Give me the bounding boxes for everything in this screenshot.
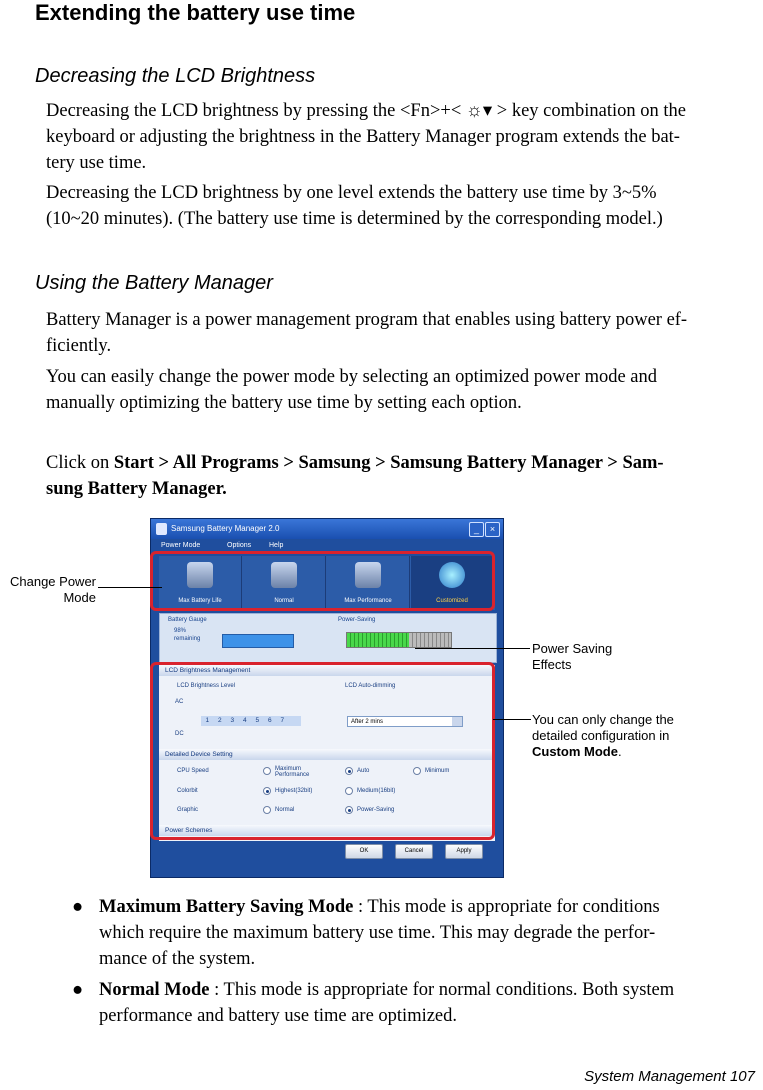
bullet-term: Normal Mode xyxy=(99,980,210,1000)
callout-custom-mode xyxy=(532,712,674,760)
mode-label: Normal xyxy=(274,598,294,604)
cpu-min-label: Minimum xyxy=(425,768,450,774)
lcd-paragraph-2 xyxy=(46,180,758,232)
bm-paragraph-2 xyxy=(46,364,758,416)
power-saving-bar xyxy=(346,632,452,648)
ac-label: AC xyxy=(175,699,184,705)
auto-dimming-value: After 2 mins xyxy=(351,719,384,725)
minimize-button[interactable]: _ xyxy=(469,522,484,537)
highlight-custom-settings xyxy=(150,662,495,840)
menu-path: Start > All Programs > Samsung > Samsung Battery Manager > Sam- xyxy=(113,453,664,473)
cpu-max-label: Maximum Performance xyxy=(275,766,310,778)
callout-power-saving-effects xyxy=(532,641,612,673)
level-6[interactable]: 6 xyxy=(267,717,272,724)
menu-help[interactable]: Help xyxy=(269,542,284,549)
lcd-section-header: LCD Brightness Management xyxy=(159,665,495,676)
bullet-text xyxy=(72,977,752,1003)
page-heading: Extending the battery use time xyxy=(35,0,356,25)
text-line: tery use time. xyxy=(46,153,147,173)
auto-dimming-label: LCD Auto-dimming xyxy=(345,683,396,689)
battery-remaining: remaining xyxy=(174,636,201,642)
close-button[interactable]: × xyxy=(485,522,500,537)
window-titlebar xyxy=(151,519,503,539)
colorbit-32-label: Highest(32bit) xyxy=(275,788,313,794)
lcd-paragraph-1 xyxy=(46,98,758,176)
bullet-term: Maximum Battery Saving Mode xyxy=(99,897,354,917)
cpu-speed-label: CPU Speed xyxy=(177,768,209,774)
page-footer: System Management 107 xyxy=(584,1068,755,1085)
app-icon xyxy=(156,523,167,535)
bullet-line: performance and battery use time are optimized. xyxy=(99,1006,458,1026)
callout-line: Effects xyxy=(532,657,572,672)
battery-level-bar xyxy=(222,634,294,648)
text-line: You can easily change the power mode by selecting an optimized power mode and xyxy=(46,367,658,387)
text-line: Battery Manager is a power management program that enables using battery power ef- xyxy=(46,310,688,330)
power-schemes-header[interactable]: Power Schemes xyxy=(159,825,495,836)
callout-bold: Custom Mode xyxy=(532,744,618,759)
level-1[interactable]: 1 xyxy=(205,717,210,724)
bm-paragraph-1 xyxy=(46,307,758,359)
device-section-header: Detailed Device Setting xyxy=(159,749,495,760)
callout-period: . xyxy=(617,744,622,759)
bullet-dot: ● xyxy=(72,897,84,917)
gauge-panel xyxy=(159,613,497,663)
callout-line: You can only change the xyxy=(532,712,674,727)
bullet-line: mance of the system. xyxy=(99,949,256,969)
colorbit-16-label: Medium(16bit) xyxy=(357,788,396,794)
graphic-normal-label: Normal xyxy=(275,807,295,813)
apply-button[interactable]: Apply xyxy=(445,844,483,859)
bullet-max-battery-saving xyxy=(72,894,752,972)
level-2[interactable]: 2 xyxy=(217,717,222,724)
text-line: (10~20 minutes). (The battery use time is determined by the corresponding model.) xyxy=(46,209,663,229)
cancel-button[interactable]: Cancel xyxy=(395,844,433,859)
power-saving-bar-empty xyxy=(409,633,451,647)
mode-label: Customized xyxy=(436,598,468,604)
cpu-auto-label: Auto xyxy=(357,768,370,774)
click-prefix: Click on xyxy=(46,453,114,473)
callout-line: detailed configuration in xyxy=(532,728,670,743)
graphic-label: Graphic xyxy=(177,807,199,813)
bullet-line: which require the maximum battery use time. This may degrade the perfor- xyxy=(99,923,656,943)
section-title-lcd: Decreasing the LCD Brightness xyxy=(35,65,316,87)
bullet-line: : This mode is appropriate for conditions xyxy=(353,897,660,917)
level-7[interactable]: 7 xyxy=(280,717,285,724)
bullet-normal-mode xyxy=(72,977,752,1029)
graphic-saving-label: Power-Saving xyxy=(357,807,395,813)
callout-leader-line xyxy=(98,587,162,588)
callout-leader-line xyxy=(415,648,530,649)
text-line: Decreasing the LCD brightness by pressing the <Fn>+< ☼▾ > key combination on the xyxy=(46,101,686,121)
callout-change-power-mode xyxy=(0,574,96,606)
text-line: ficiently. xyxy=(46,336,112,356)
window-title: Samsung Battery Manager 2.0 xyxy=(171,524,280,533)
callout-leader-line xyxy=(493,719,531,720)
click-instructions xyxy=(46,450,758,502)
callout-line: Mode xyxy=(63,590,96,605)
callout-line: Change Power xyxy=(10,574,96,589)
callout-line: Power Saving xyxy=(532,641,613,656)
power-saving-label: Power-Saving xyxy=(338,617,376,623)
text-line: manually optimizing the battery use time by setting each option. xyxy=(46,393,522,413)
section-title-battery-manager: Using the Battery Manager xyxy=(35,272,273,294)
level-5[interactable]: 5 xyxy=(255,717,260,724)
mode-label: Max Performance xyxy=(344,598,392,604)
battery-percent: 98% xyxy=(174,628,187,634)
level-3[interactable]: 3 xyxy=(230,717,235,724)
colorbit-label: Colorbit xyxy=(177,788,198,794)
bullet-line: : This mode is appropriate for normal conditions. Both system xyxy=(209,980,675,1000)
mode-label: Max Battery Life xyxy=(178,598,222,604)
menu-options[interactable]: Options xyxy=(227,542,252,549)
text-line: keyboard or adjusting the brightness in the Battery Manager program extends the bat- xyxy=(46,127,680,147)
text-line: Decreasing the LCD brightness by one level extends the battery use time by 3~5% xyxy=(46,183,657,203)
highlight-power-mode xyxy=(150,551,495,611)
bullet-text xyxy=(72,894,752,920)
battery-gauge-label: Battery Gauge xyxy=(168,617,207,623)
bullet-dot: ● xyxy=(72,980,84,1000)
menu-power-mode[interactable]: Power Mode xyxy=(161,542,201,549)
menu-path: sung Battery Manager. xyxy=(46,479,227,499)
level-4[interactable]: 4 xyxy=(242,717,247,724)
ok-button[interactable]: OK xyxy=(345,844,383,859)
lcd-level-label: LCD Brightness Level xyxy=(177,683,236,689)
dc-label: DC xyxy=(175,731,184,737)
